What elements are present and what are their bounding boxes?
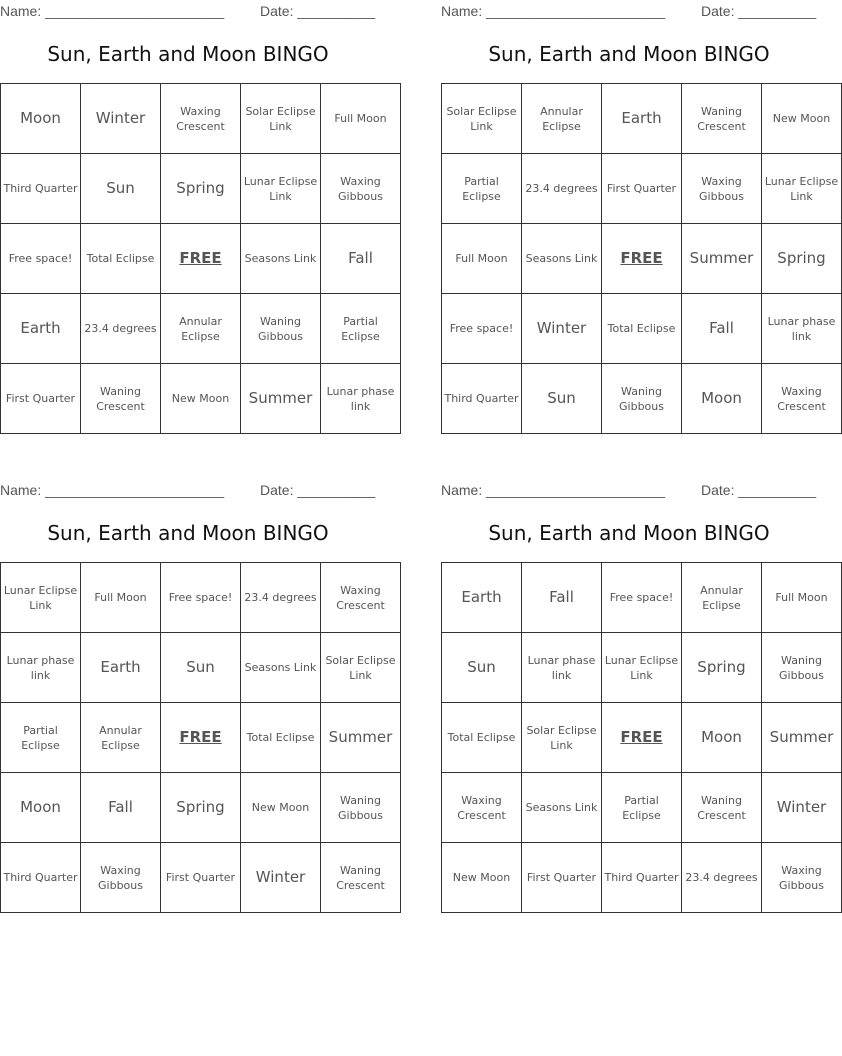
grid-row — [1, 563, 401, 633]
bingo-cell: 23.4 degrees — [682, 843, 762, 913]
bingo-cell: Total Eclipse — [81, 224, 161, 294]
bingo-cell: Winter — [522, 294, 602, 364]
bingo-cell: First Quarter — [1, 364, 81, 434]
bingo-cell: Waxing Crescent — [762, 364, 842, 434]
bingo-card — [0, 479, 396, 919]
grid-row — [1, 633, 401, 703]
bingo-card — [441, 0, 839, 440]
bingo-cell: Seasons Link — [241, 633, 321, 703]
bingo-cell: Lunar Eclipse Link — [241, 154, 321, 224]
bingo-cell: Summer — [321, 703, 401, 773]
bingo-cell: Waning Crescent — [321, 843, 401, 913]
bingo-cell: Waxing Gibbous — [321, 154, 401, 224]
bingo-cell: Waning Gibbous — [241, 294, 321, 364]
bingo-cell: Summer — [762, 703, 842, 773]
bingo-cell: Spring — [161, 154, 241, 224]
bingo-cell: Winter — [81, 84, 161, 154]
date-field: Date: __________ — [701, 482, 817, 498]
bingo-cell: Total Eclipse — [442, 703, 522, 773]
bingo-cell: Total Eclipse — [241, 703, 321, 773]
grid-row — [442, 84, 842, 154]
bingo-cell: First Quarter — [522, 843, 602, 913]
bingo-cell: Lunar phase link — [1, 633, 81, 703]
bingo-grid — [0, 562, 401, 913]
bingo-cell: Third Quarter — [1, 154, 81, 224]
bingo-cell: Free space! — [1, 224, 81, 294]
card-title: Sun, Earth and Moon BINGO — [47, 521, 329, 545]
bingo-cell: Solar Eclipse Link — [442, 84, 522, 154]
bingo-cell: Solar Eclipse Link — [522, 703, 602, 773]
bingo-cell: Annular Eclipse — [682, 563, 762, 633]
free-cell: FREE — [161, 224, 241, 294]
date-field: Date: __________ — [260, 3, 376, 19]
bingo-cell: Waxing Gibbous — [762, 843, 842, 913]
bingo-cell: Waning Crescent — [682, 84, 762, 154]
grid-row — [442, 633, 842, 703]
bingo-cell: Third Quarter — [1, 843, 81, 913]
bingo-cell: Moon — [1, 84, 81, 154]
date-field: Date: __________ — [701, 3, 817, 19]
grid-row — [442, 224, 842, 294]
bingo-cell: Third Quarter — [442, 364, 522, 434]
grid-row — [442, 563, 842, 633]
bingo-cell: First Quarter — [602, 154, 682, 224]
bingo-cell: Solar Eclipse Link — [321, 633, 401, 703]
bingo-cell: New Moon — [161, 364, 241, 434]
bingo-cell: Waning Gibbous — [602, 364, 682, 434]
bingo-cell: Fall — [522, 563, 602, 633]
bingo-cell: Earth — [442, 563, 522, 633]
bingo-cell: New Moon — [762, 84, 842, 154]
bingo-cell: Waning Gibbous — [321, 773, 401, 843]
bingo-cell: Full Moon — [762, 563, 842, 633]
bingo-cell: Waning Crescent — [682, 773, 762, 843]
bingo-cell: Earth — [1, 294, 81, 364]
grid-row — [1, 84, 401, 154]
card-title: Sun, Earth and Moon BINGO — [47, 42, 329, 66]
bingo-card — [0, 0, 395, 440]
bingo-cell: Lunar phase link — [762, 294, 842, 364]
bingo-cell: Waxing Crescent — [442, 773, 522, 843]
name-field: Name: _______________________ — [441, 3, 666, 19]
bingo-cell: Earth — [81, 633, 161, 703]
bingo-cell: Seasons Link — [241, 224, 321, 294]
bingo-cell: Spring — [762, 224, 842, 294]
grid-row — [442, 773, 842, 843]
bingo-grid — [0, 83, 401, 434]
bingo-card — [441, 479, 834, 919]
free-cell: FREE — [602, 224, 682, 294]
grid-row — [442, 364, 842, 434]
bingo-cell: Partial Eclipse — [602, 773, 682, 843]
bingo-cell: Moon — [682, 703, 762, 773]
bingo-cell: Sun — [442, 633, 522, 703]
grid-row — [1, 364, 401, 434]
bingo-cell: Lunar Eclipse Link — [1, 563, 81, 633]
bingo-cell: Free space! — [442, 294, 522, 364]
bingo-cell: Solar Eclipse Link — [241, 84, 321, 154]
bingo-grid — [441, 83, 842, 434]
bingo-cell: Lunar Eclipse Link — [602, 633, 682, 703]
bingo-cell: Full Moon — [321, 84, 401, 154]
grid-row — [1, 843, 401, 913]
bingo-cell: Free space! — [602, 563, 682, 633]
grid-row — [1, 224, 401, 294]
grid-row — [442, 703, 842, 773]
name-field: Name: _______________________ — [0, 3, 225, 19]
bingo-cell: Third Quarter — [602, 843, 682, 913]
name-field: Name: _______________________ — [0, 482, 225, 498]
grid-row — [442, 843, 842, 913]
grid-row — [442, 154, 842, 224]
bingo-cell: Fall — [321, 224, 401, 294]
name-field: Name: _______________________ — [441, 482, 666, 498]
bingo-cell: Spring — [682, 633, 762, 703]
bingo-cell: Summer — [682, 224, 762, 294]
bingo-cell: Summer — [241, 364, 321, 434]
bingo-cell: New Moon — [241, 773, 321, 843]
bingo-cell: Partial Eclipse — [321, 294, 401, 364]
bingo-cell: Moon — [1, 773, 81, 843]
bingo-cell: Waning Gibbous — [762, 633, 842, 703]
bingo-cell: Lunar phase link — [522, 633, 602, 703]
bingo-cell: Waxing Crescent — [321, 563, 401, 633]
bingo-cell: 23.4 degrees — [81, 294, 161, 364]
bingo-cell: Partial Eclipse — [1, 703, 81, 773]
bingo-cell: Total Eclipse — [602, 294, 682, 364]
card-title: Sun, Earth and Moon BINGO — [488, 42, 770, 66]
bingo-cell: Waxing Gibbous — [81, 843, 161, 913]
bingo-cell: Lunar Eclipse Link — [762, 154, 842, 224]
bingo-cell: Waxing Crescent — [161, 84, 241, 154]
bingo-cell: Sun — [522, 364, 602, 434]
free-cell: FREE — [602, 703, 682, 773]
bingo-cell: First Quarter — [161, 843, 241, 913]
bingo-cell: Annular Eclipse — [522, 84, 602, 154]
bingo-cell: 23.4 degrees — [241, 563, 321, 633]
bingo-cell: Winter — [762, 773, 842, 843]
bingo-grid — [441, 562, 842, 913]
bingo-cell: Fall — [81, 773, 161, 843]
bingo-cell: Partial Eclipse — [442, 154, 522, 224]
bingo-cell: Fall — [682, 294, 762, 364]
bingo-cell: Winter — [241, 843, 321, 913]
grid-row — [1, 703, 401, 773]
bingo-cell: Full Moon — [81, 563, 161, 633]
grid-row — [442, 294, 842, 364]
bingo-cell: Sun — [81, 154, 161, 224]
free-cell: FREE — [161, 703, 241, 773]
card-title: Sun, Earth and Moon BINGO — [488, 521, 770, 545]
bingo-cell: Waning Crescent — [81, 364, 161, 434]
bingo-cell: Free space! — [161, 563, 241, 633]
bingo-cell: 23.4 degrees — [522, 154, 602, 224]
bingo-cell: Earth — [602, 84, 682, 154]
bingo-cell: Sun — [161, 633, 241, 703]
date-field: Date: __________ — [260, 482, 376, 498]
bingo-cell: Full Moon — [442, 224, 522, 294]
bingo-cell: New Moon — [442, 843, 522, 913]
bingo-cell: Seasons Link — [522, 224, 602, 294]
bingo-cell: Annular Eclipse — [81, 703, 161, 773]
grid-row — [1, 773, 401, 843]
grid-row — [1, 154, 401, 224]
bingo-cell: Annular Eclipse — [161, 294, 241, 364]
bingo-cell: Waxing Gibbous — [682, 154, 762, 224]
bingo-cell: Spring — [161, 773, 241, 843]
bingo-cell: Lunar phase link — [321, 364, 401, 434]
bingo-cell: Moon — [682, 364, 762, 434]
bingo-cell: Seasons Link — [522, 773, 602, 843]
grid-row — [1, 294, 401, 364]
